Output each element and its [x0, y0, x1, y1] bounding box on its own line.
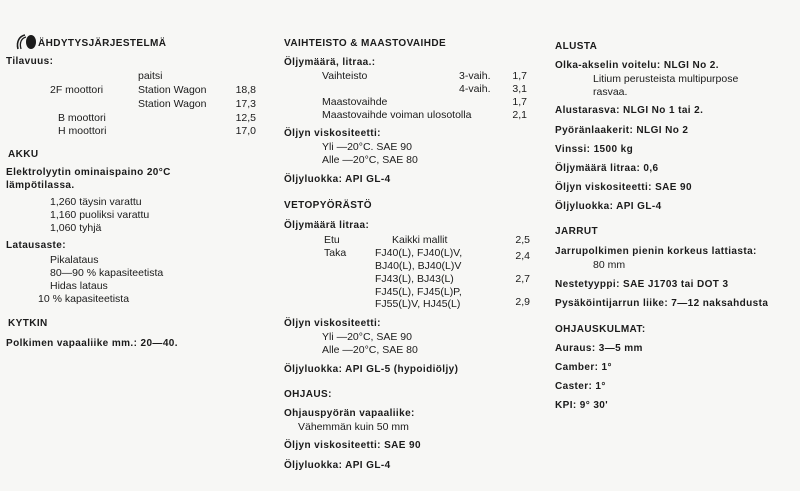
toe-in: Auraus: 3—5 mm	[555, 343, 643, 354]
cooling-fan-icon	[14, 33, 38, 51]
rear-label: Taka	[324, 247, 347, 259]
axle-models: Kaikki mallit	[392, 234, 448, 246]
station-wagon-label: Station Wagon	[138, 98, 207, 110]
engine-2f-label: 2F moottori	[50, 84, 104, 96]
shoulder-axle-lube-3: rasvaa.	[593, 86, 628, 98]
axle-value: 2,7	[515, 273, 530, 285]
clutch-title: KYTKIN	[8, 318, 48, 329]
gearbox-label: Vaihteisto	[322, 70, 368, 82]
axle-models: BJ40(L), BJ40(L)V	[375, 260, 462, 272]
shoulder-axle-lube: Olka-akselin voitelu: NLGI No 2.	[555, 60, 719, 71]
front-label: Etu	[324, 234, 340, 246]
volume-value: 17,0	[235, 125, 256, 137]
oil-class: Öljyluokka: API GL-4	[284, 460, 391, 471]
gearbox-value: 3,1	[512, 83, 527, 95]
brake-pedal-height-label: Jarrupolkimen pienin korkeus lattiasta:	[555, 246, 757, 257]
winch: Vinssi: 1500 kg	[555, 144, 634, 155]
viscosity-item: Alle —20°C, SAE 80	[322, 154, 418, 166]
gearbox-type: 3-vaih.	[459, 70, 491, 82]
brakes-title: JARRUT	[555, 226, 598, 237]
except-label: paitsi	[138, 70, 163, 82]
charging-item: 10 % kapasiteetista	[38, 293, 130, 305]
kpi: KPI: 9° 30'	[555, 400, 609, 411]
axle-value: 2,5	[515, 234, 530, 246]
battery-title: AKKU	[8, 149, 39, 160]
parking-brake: Pysäköintijarrun liike: 7—12 naksahdusta	[555, 298, 769, 309]
oil-class: Öljyluokka: API GL-4	[555, 201, 662, 212]
steering-wheel-play-label: Ohjauspyörän vapaaliike:	[284, 408, 415, 419]
viscosity-item: Yli —20°C. SAE 90	[322, 141, 412, 153]
viscosity-item: Alle —20°C, SAE 80	[322, 344, 418, 356]
axle-value: 2,4	[515, 250, 530, 262]
charging-item: Pikalataus	[50, 254, 99, 266]
density-item: 1,260 täysin varattu	[50, 196, 142, 208]
oil-amount: Öljymäärä litraa: 0,6	[555, 163, 659, 174]
shoulder-axle-lube-2: Litium perusteista multipurpose	[593, 73, 739, 85]
charging-item: Hidas lataus	[50, 280, 108, 292]
oil-viscosity: Öljyn viskositeetti: SAE 90	[555, 182, 692, 193]
density-item: 1,060 tyhjä	[50, 222, 102, 234]
volume-value: 18,8	[235, 84, 256, 96]
pedal-free-play: Polkimen vapaaliike mm.: 20—40.	[6, 338, 178, 349]
gearbox-value: 2,1	[512, 109, 527, 121]
oil-class: Öljyluokka: API GL-4	[284, 174, 391, 185]
axle-models: FJ40(L), FJ40(L)V,	[375, 247, 463, 259]
oil-class: Öljyluokka: API GL-5 (hypoidiöljy)	[284, 364, 459, 375]
electrolyte-label-2: lämpötilassa.	[6, 180, 75, 191]
charging-label: Latausaste:	[6, 240, 66, 251]
station-wagon-label: Station Wagon	[138, 84, 207, 96]
camber: Camber: 1°	[555, 362, 612, 373]
charging-item: 80—90 % kapasiteetista	[50, 267, 164, 279]
steering-angles-title: OHJAUSKULMAT:	[555, 324, 646, 335]
density-item: 1,160 puoliksi varattu	[50, 209, 150, 221]
axle-models: FJ55(L)V, HJ45(L)	[375, 298, 461, 310]
engine-b-label: B moottori	[58, 112, 106, 124]
viscosity-label: Öljyn viskositeetti:	[284, 128, 381, 139]
electrolyte-label: Elektrolyytin ominaispaino 20°C	[6, 167, 171, 178]
oil-amount-label: Öljymäärä, litraa.:	[284, 57, 376, 68]
volume-value: 17,3	[235, 98, 256, 110]
axle-value: 2,9	[515, 296, 530, 308]
engine-h-label: H moottori	[58, 125, 107, 137]
viscosity-item: Yli —20°C, SAE 90	[322, 331, 412, 343]
transfer-case-pto-label: Maastovaihde voiman ulosotolla	[322, 109, 472, 121]
viscosity-label: Öljyn viskositeetti:	[284, 318, 381, 329]
wheel-bearings: Pyöränlaakerit: NLGI No 2	[555, 125, 689, 136]
cooling-system-title: ÄHDYTYSJÄRJESTELMÄ	[38, 38, 167, 49]
chassis-grease: Alustarasva: NLGI No 1 tai 2.	[555, 105, 704, 116]
viscosity-label: Öljyn viskositeetti: SAE 90	[284, 440, 421, 451]
brake-pedal-height-value: 80 mm	[593, 259, 626, 271]
caster: Caster: 1°	[555, 381, 606, 392]
gearbox-title: VAIHTEISTO & MAASTOVAIHDE	[284, 38, 447, 49]
oil-amount-label: Öljymäärä litraa:	[284, 220, 370, 231]
axle-models: FJ45(L), FJ45(L)P,	[375, 286, 462, 298]
brake-fluid: Nestetyyppi: SAE J1703 tai DOT 3	[555, 279, 729, 290]
gearbox-value: 1,7	[512, 70, 527, 82]
volume-label: Tilavuus:	[6, 56, 54, 67]
volume-value: 12,5	[235, 112, 256, 124]
steering-title: OHJAUS:	[284, 389, 332, 400]
axle-title: VETOPYÖRÄSTÖ	[284, 200, 372, 211]
gearbox-type: 4-vaih.	[459, 83, 491, 95]
gearbox-value: 1,7	[512, 96, 527, 108]
chassis-title: ALUSTA	[555, 41, 598, 52]
axle-models: FJ43(L), BJ43(L)	[375, 273, 454, 285]
steering-wheel-play-value: Vähemmän kuin 50 mm	[298, 421, 409, 433]
transfer-case-label: Maastovaihde	[322, 96, 388, 108]
